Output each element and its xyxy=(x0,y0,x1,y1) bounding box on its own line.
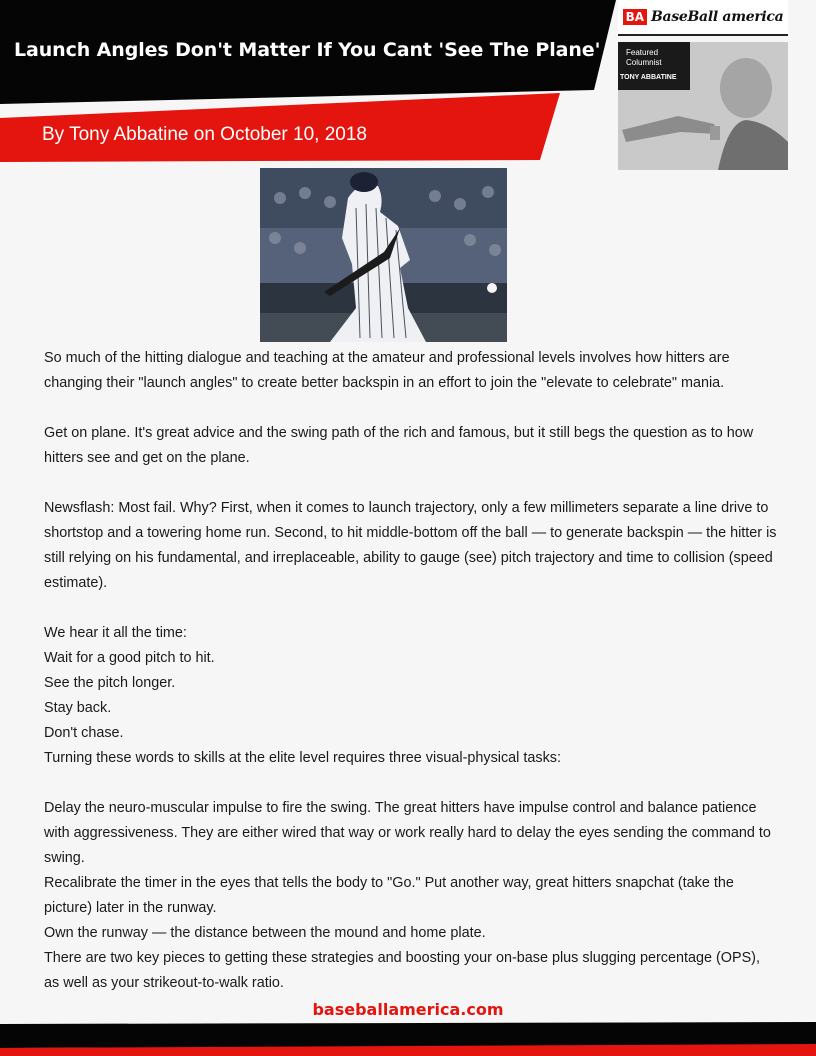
baseball-america-logo[interactable] xyxy=(618,0,788,36)
logo-badge: BA xyxy=(623,9,647,25)
logo-wordmark: BaseBall america xyxy=(651,9,784,25)
batter-swing-photo-icon xyxy=(260,168,507,342)
paragraph: So much of the hitting dialogue and teaching at the amateur and professional levels involves how hitters are changing their "launch angles" to create better backspin in an effort to join the "elevate to celebrate" mania. xyxy=(44,350,730,391)
paragraph-gap xyxy=(44,596,779,621)
list-item: Don't chase. xyxy=(44,725,124,741)
paragraph: Get on plane. It's great advice and the swing path of the rich and famous, but it still begs the question as to how hitters see and get on the plane. xyxy=(44,425,754,466)
tag-line-2: Columnist xyxy=(626,58,662,67)
paragraph: Newsflash: Most fail. Why? First, when it comes to launch trajectory, only a few millimeters separate a line drive to shortstop and a towering home run. Second, to hit middle-bottom off the ball — to generate backspin — the hitter is still relying on his fundamental, and irreplaceable, ability to gauge (see) pitch trajectory and time to collision (speed estimate). xyxy=(44,500,777,591)
list-item: Wait for a good pitch to hit. xyxy=(44,650,215,666)
paragraph: Turning these words to skills at the elite level requires three visual-physical tasks: xyxy=(44,750,561,766)
list-item: Recalibrate the timer in the eyes that tells the body to "Go." Put another way, great hitters snapchat (take the picture) later in the runway. xyxy=(44,875,734,916)
page-title: Launch Angles Don't Matter If You Cant 'See The Plane' xyxy=(14,39,601,61)
columnist-name: TONY ABBATINE xyxy=(618,72,690,87)
hero-image xyxy=(260,168,507,342)
footer-band xyxy=(0,1018,816,1056)
list-item: Own the runway — the distance between the mound and home plate. xyxy=(44,925,486,941)
list-item: See the pitch longer. xyxy=(44,675,176,691)
paragraph-gap xyxy=(44,471,779,496)
list-item: Delay the neuro-muscular impulse to fire the swing. The great hitters have impulse control and balance patience with aggressiveness. They are either wired that way or work really hard to delay the eyes sending the command to swing. xyxy=(44,800,771,866)
paragraph: There are two key pieces to getting these strategies and boosting your on-base plus slugging percentage (OPS), as well as your strikeout-to-walk ratio. xyxy=(44,950,760,991)
columnist-portrait xyxy=(618,42,788,170)
paragraph: We hear it all the time: xyxy=(44,625,187,641)
article-body xyxy=(44,346,779,996)
paragraph-gap xyxy=(44,771,779,796)
list-item: Stay back. xyxy=(44,700,112,716)
tag-line-1: Featured xyxy=(626,48,659,57)
footer-site-link[interactable]: baseballamerica.com xyxy=(312,1000,504,1019)
paragraph-gap xyxy=(44,396,779,421)
byline: By Tony Abbatine on October 10, 2018 xyxy=(42,124,367,145)
